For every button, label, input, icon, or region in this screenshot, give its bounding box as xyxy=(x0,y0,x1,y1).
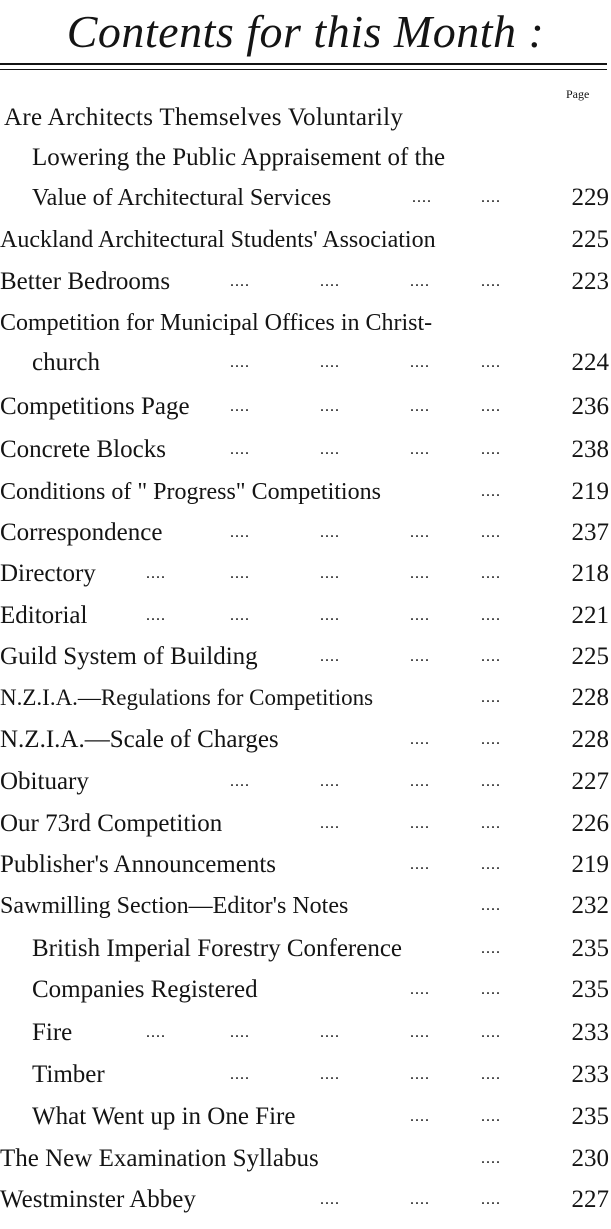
dot-leader: .... xyxy=(481,524,501,541)
dot-leader: .... xyxy=(410,565,430,582)
entry-title-line: church xyxy=(32,349,101,376)
dot-leader: .... xyxy=(410,1024,430,1041)
dot-leader: .... xyxy=(410,607,430,624)
entry-title: Our 73rd Competition xyxy=(0,810,223,837)
dot-leader: .... xyxy=(481,607,501,624)
dot-leader: .... xyxy=(320,815,340,832)
dot-leader: .... xyxy=(230,354,250,371)
dot-leader: .... xyxy=(410,981,430,998)
dot-leader: .... xyxy=(481,731,501,748)
entry-title: Auckland Architectural Students' Association xyxy=(0,227,436,253)
dot-leader: .... xyxy=(481,565,501,582)
dot-leader: .... xyxy=(481,773,501,790)
toc-entry xyxy=(0,303,611,383)
dot-leader: .... xyxy=(410,1108,430,1125)
toc-entry xyxy=(0,98,611,218)
dot-leader: .... xyxy=(481,815,501,832)
toc-entry xyxy=(0,762,611,802)
entry-page-number: 228 xyxy=(571,726,609,753)
entry-title: N.Z.I.A.—Scale of Charges xyxy=(0,726,279,753)
entry-title: Obituary xyxy=(0,768,89,795)
dot-leader: .... xyxy=(230,1024,250,1041)
dot-leader: .... xyxy=(230,1066,250,1083)
dot-leader: .... xyxy=(481,483,501,500)
entry-title: Publisher's Announcements xyxy=(0,851,277,878)
dot-leader: .... xyxy=(410,773,430,790)
dot-leader: .... xyxy=(320,354,340,371)
entry-page-number: 227 xyxy=(571,768,609,795)
dot-leader: .... xyxy=(320,1191,340,1208)
dot-leader: .... xyxy=(410,731,430,748)
entry-page-number: 238 xyxy=(571,436,609,463)
dot-leader: .... xyxy=(481,354,501,371)
entry-title: Guild System of Building xyxy=(0,643,258,670)
toc-entry xyxy=(0,554,611,594)
page-title: Contents for this Month : xyxy=(66,6,545,57)
entry-title: Sawmilling Section—Editor's Notes xyxy=(0,893,349,919)
entry-page-number: 233 xyxy=(571,1061,609,1088)
entry-page-number: 235 xyxy=(571,1103,609,1130)
dot-leader: .... xyxy=(320,565,340,582)
dot-leader: .... xyxy=(481,1191,501,1208)
entry-title: Companies Registered xyxy=(32,976,258,1003)
dot-leader: .... xyxy=(410,648,430,665)
entry-title: Fire xyxy=(32,1019,73,1046)
dot-leader: .... xyxy=(481,1024,501,1041)
dot-leader: .... xyxy=(410,1066,430,1083)
toc-entry xyxy=(0,886,611,926)
dot-leader: .... xyxy=(230,565,250,582)
toc-entry xyxy=(0,720,611,760)
dot-leader: .... xyxy=(320,398,340,415)
dot-leader: .... xyxy=(230,398,250,415)
entry-page-number: 224 xyxy=(571,349,609,376)
toc-entry xyxy=(0,678,611,718)
dot-leader: .... xyxy=(410,524,430,541)
dot-leader: .... xyxy=(481,856,501,873)
entry-title: Editorial xyxy=(0,602,88,629)
entry-page-number: 219 xyxy=(571,478,609,505)
toc-entry xyxy=(0,804,611,844)
dot-leader: .... xyxy=(481,1108,501,1125)
entry-page-number: 225 xyxy=(571,643,609,670)
toc-entry xyxy=(0,1055,611,1095)
toc-entry xyxy=(0,1139,611,1179)
toc-entry xyxy=(0,513,611,553)
dot-leader: .... xyxy=(481,981,501,998)
entry-page-number: 230 xyxy=(571,1145,609,1172)
entry-title: Directory xyxy=(0,560,96,587)
dot-leader: .... xyxy=(230,773,250,790)
toc-entry xyxy=(0,970,611,1010)
toc-entry xyxy=(0,262,611,302)
dot-leader: .... xyxy=(320,1066,340,1083)
toc-entry xyxy=(0,220,611,260)
entry-title: N.Z.I.A.—Regulations for Competitions xyxy=(0,685,374,710)
entry-title: Competitions Page xyxy=(0,393,190,420)
toc-entry xyxy=(0,1180,611,1220)
dot-leader: .... xyxy=(320,773,340,790)
dot-leader: .... xyxy=(230,607,250,624)
dot-leader: .... xyxy=(481,273,501,290)
entry-page-number: 223 xyxy=(571,268,609,295)
entry-page-number: 235 xyxy=(571,935,609,962)
dot-leader: .... xyxy=(481,897,501,914)
toc-entry xyxy=(0,1097,611,1137)
toc-entry xyxy=(0,472,611,512)
entry-title: Better Bedrooms xyxy=(0,268,171,295)
entry-title: What Went up in One Fire xyxy=(32,1103,296,1130)
dot-leader: .... xyxy=(146,1024,166,1041)
entry-title: Correspondence xyxy=(0,519,163,546)
dot-leader: .... xyxy=(410,1191,430,1208)
toc-entry xyxy=(0,929,611,969)
entry-page-number: 218 xyxy=(571,560,609,587)
dot-leader: .... xyxy=(320,273,340,290)
entry-page-number: 221 xyxy=(571,602,609,629)
entry-page-number: 227 xyxy=(571,1186,609,1213)
dot-leader: .... xyxy=(230,273,250,290)
entry-title: Concrete Blocks xyxy=(0,436,166,463)
entry-title-line: Competition for Municipal Offices in Christ- xyxy=(0,310,433,336)
entry-page-number: 226 xyxy=(571,810,609,837)
page-column-heading: Page xyxy=(566,87,590,101)
dot-leader: .... xyxy=(481,1150,501,1167)
dot-leader: .... xyxy=(146,607,166,624)
dot-leader: .... xyxy=(146,565,166,582)
dot-leader: .... xyxy=(481,1066,501,1083)
entry-title: The New Examination Syllabus xyxy=(0,1145,319,1172)
dot-leader: .... xyxy=(320,1024,340,1041)
dot-leader: .... xyxy=(412,189,432,206)
toc-entry xyxy=(0,596,611,636)
toc-entry xyxy=(0,1013,611,1053)
dot-leader: .... xyxy=(320,441,340,458)
toc-entry xyxy=(0,430,611,470)
entry-page-number: 225 xyxy=(571,226,609,253)
entry-page-number: 219 xyxy=(571,851,609,878)
toc-entry xyxy=(0,387,611,427)
entry-title: British Imperial Forestry Conference xyxy=(32,935,403,962)
dot-leader: .... xyxy=(410,856,430,873)
entry-title-line: Value of Architectural Services xyxy=(32,185,332,211)
dot-leader: .... xyxy=(481,398,501,415)
dot-leader: .... xyxy=(481,940,501,957)
dot-leader: .... xyxy=(481,441,501,458)
toc-entry xyxy=(0,845,611,885)
toc-entry xyxy=(0,637,611,677)
dot-leader: .... xyxy=(230,524,250,541)
dot-leader: .... xyxy=(320,524,340,541)
dot-leader: .... xyxy=(410,273,430,290)
dot-leader: .... xyxy=(481,648,501,665)
dot-leader: .... xyxy=(230,441,250,458)
dot-leader: .... xyxy=(481,689,501,706)
entry-title-line: Are Architects Themselves Voluntarily xyxy=(4,104,404,131)
dot-leader: .... xyxy=(410,398,430,415)
entry-title: Conditions of " Progress" Competitions xyxy=(0,479,381,505)
entry-page-number: 237 xyxy=(571,519,609,546)
entry-title: Timber xyxy=(32,1061,105,1088)
entry-title-line: Lowering the Public Appraisement of the xyxy=(32,144,446,171)
dot-leader: .... xyxy=(410,354,430,371)
entry-title: Westminster Abbey xyxy=(0,1186,196,1213)
entry-page-number: 228 xyxy=(571,684,609,711)
dot-leader: .... xyxy=(481,189,501,206)
dot-leader: .... xyxy=(320,648,340,665)
dot-leader: .... xyxy=(320,607,340,624)
dot-leader: .... xyxy=(410,441,430,458)
dot-leader: .... xyxy=(410,815,430,832)
entry-page-number: 236 xyxy=(571,393,609,420)
entry-page-number: 233 xyxy=(571,1019,609,1046)
entry-page-number: 232 xyxy=(571,892,609,919)
entry-page-number: 235 xyxy=(571,976,609,1003)
entry-page-number: 229 xyxy=(571,184,609,211)
